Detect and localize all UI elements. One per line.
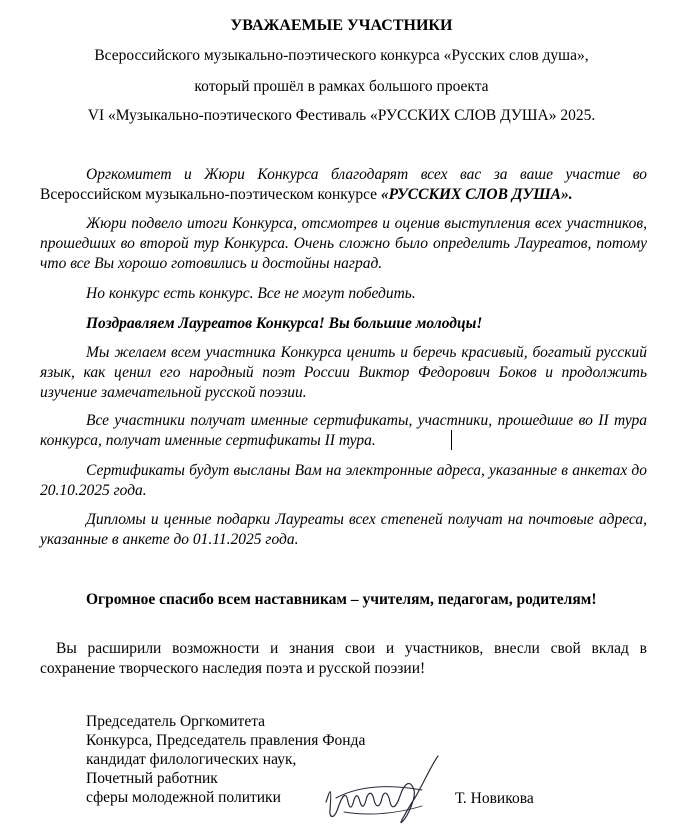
paragraph-thanks-contest: Всероссийском музыкально-поэтическом конкурсе — [40, 186, 381, 203]
paragraph-gratitude: Огромное спасибо всем наставникам – учителям, педагогам, родителям! — [86, 591, 597, 608]
heading-line-3: VI «Музыкально-поэтического Фестиваль «РУССКИХ СЛОВ ДУША» 2025. — [87, 107, 596, 124]
signature-line-4: Почетный работник — [86, 770, 218, 787]
paragraph-certificates: Все участники получат именные сертификаты, участники, прошедшие во II тура конкурса, получат именные сертификаты II тура. — [40, 412, 647, 449]
signature-line-3: кандидат филологических наук, — [86, 751, 297, 768]
paragraph-competition: Но конкурс есть конкурс. Все не могут победить. — [86, 285, 416, 302]
paragraph-diplomas: Дипломы и ценные подарки Лауреаты всех степеней получат на почтовые адреса, указанные в анкете до 01.11.2025 года. — [40, 511, 647, 548]
signatory-name: Т. Новикова — [455, 790, 534, 807]
heading-line-2: который прошёл в рамках большого проекта — [194, 78, 489, 95]
document-title: УВАЖАЕМЫЕ УЧАСТНИКИ — [230, 17, 453, 34]
handwritten-signature — [318, 750, 448, 828]
paragraph-email: Сертификаты будут высланы Вам на электронные адреса, указанные в анкетах до 20.10.2025 года. — [40, 462, 647, 499]
signature-line-2: Конкурса, Председатель правления Фонда — [86, 732, 366, 749]
paragraph-contribution: Вы расширили возможности и знания свои и участников, внесли свой вклад в сохранение творческого наследия поэта и русской поэзии! — [40, 640, 647, 677]
signature-line-1: Председатель Оргкомитета — [86, 713, 266, 730]
heading-line-1: Всероссийского музыкально-поэтического конкурса «Русских слов душа», — [94, 47, 589, 64]
paragraph-thanks-text: Оргкомитет и Жюри Конкурса благодарят всех вас за ваше участие во — [86, 166, 647, 183]
text-cursor — [451, 430, 452, 450]
paragraph-thanks — [40, 165, 647, 205]
signature-line-5: сферы молодежной политики — [86, 789, 281, 806]
paragraph-congratulations: Поздравляем Лауреатов Конкурса! Вы большие молодцы! — [86, 315, 483, 332]
paragraph-wishes: Мы желаем всем участника Конкурса ценить и беречь красивый, богатый русский язык, как ценил его народный поэт России Виктор Федорович Боков и продолжить изучение замечательной русской поэзии. — [40, 344, 647, 401]
paragraph-results: Жюри подвело итоги Конкурса, отсмотрев и оценив выступления всех участников, прошедших во второй тур Конкурса. Очень сложно было определить Лауреатов, потому что все Вы хорошо готовились и достойны наград. — [40, 215, 647, 272]
paragraph-thanks-festival: «РУССКИХ СЛОВ ДУША». — [380, 186, 573, 203]
